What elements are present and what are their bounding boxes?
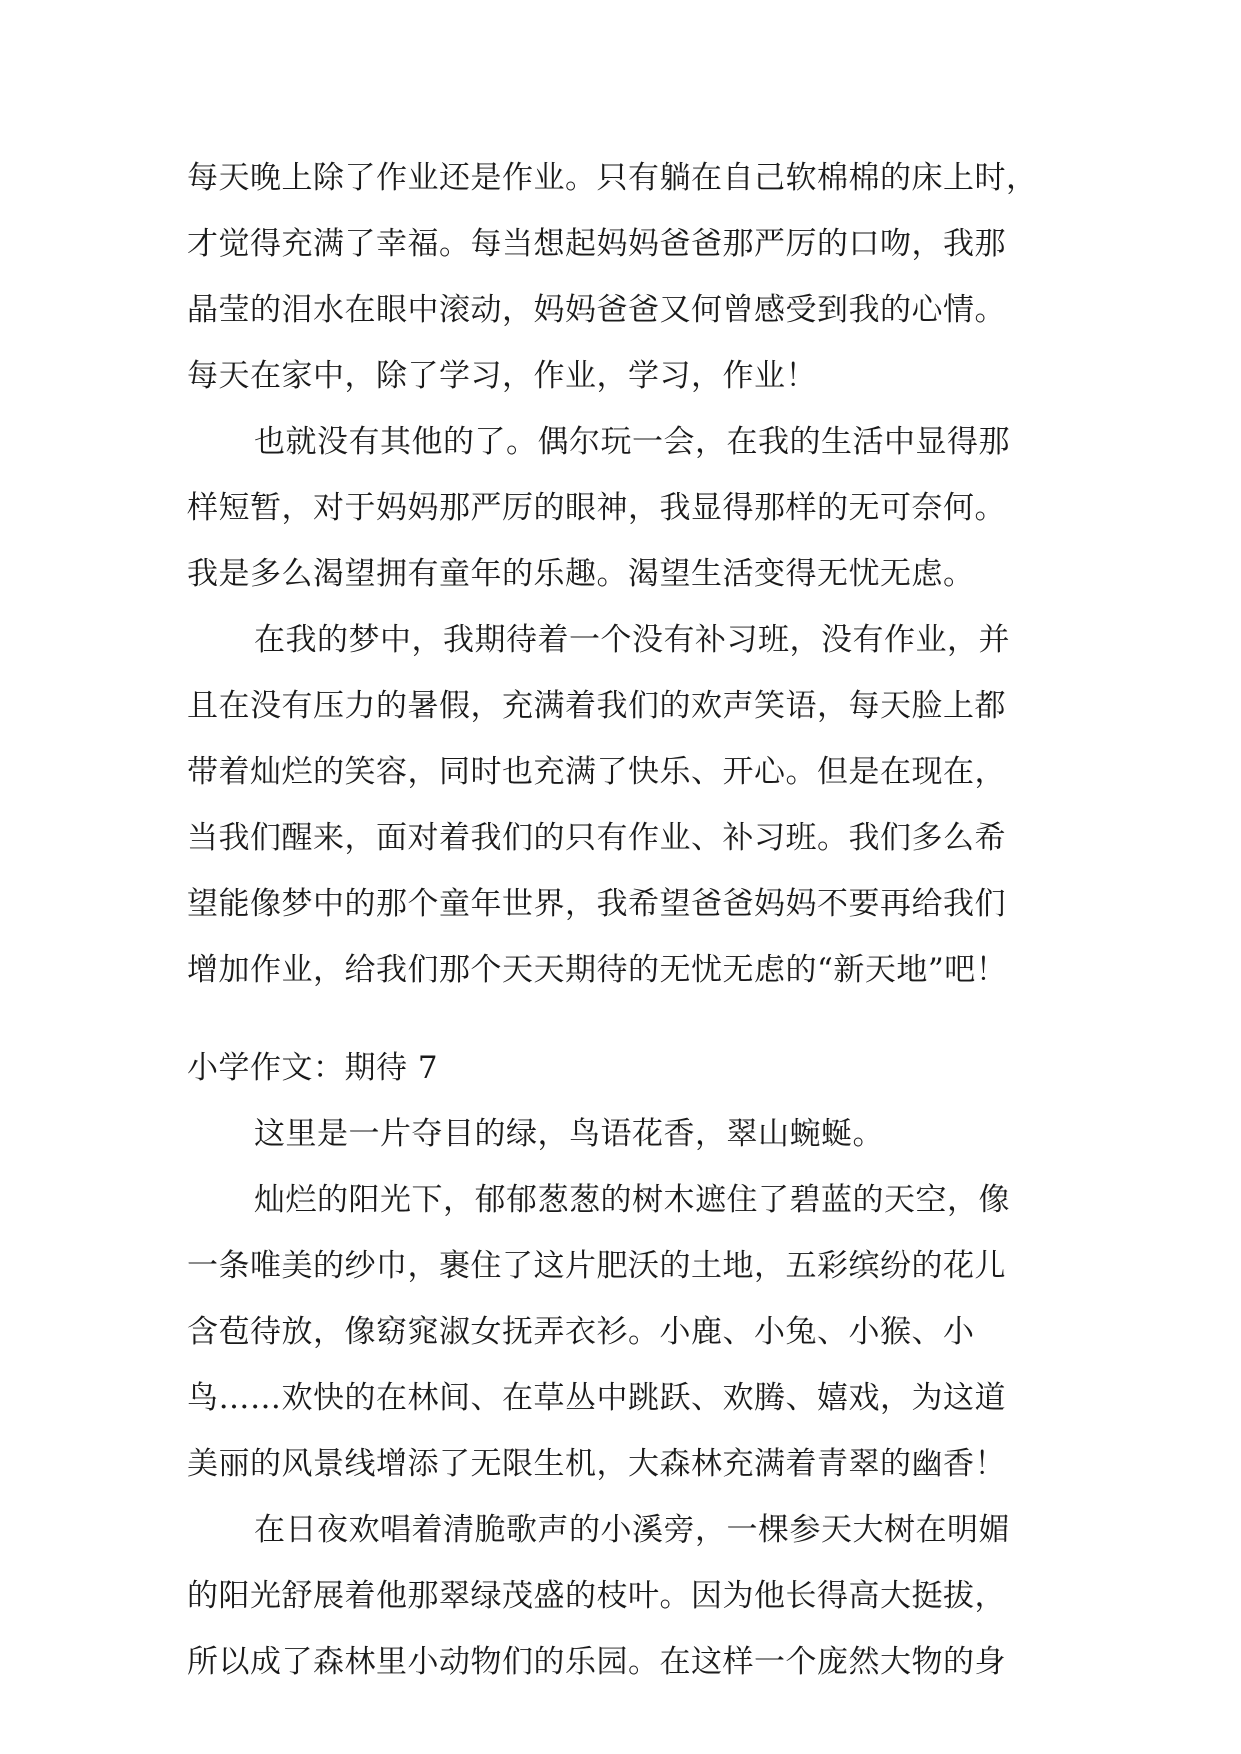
paragraph-line: 在我的梦中，我期待着一个没有补习班，没有作业，并 [254,622,1010,658]
paragraph-line: 当我们醒来，面对着我们的只有作业、补习班。我们多么希 [187,820,1006,856]
paragraph-line: 每天在家中，除了学习，作业，学习，作业！ [187,358,817,394]
paragraph-line: 也就没有其他的了。偶尔玩一会，在我的生活中显得那 [254,424,1010,460]
paragraph-line: 每天晚上除了作业还是作业。只有躺在自己软棉棉的床上时， [187,160,1038,196]
paragraph-line: 美丽的风景线增添了无限生机，大森林充满着青翠的幽香！ [187,1446,1006,1482]
paragraph-line: 才觉得充满了幸福。每当想起妈妈爸爸那严厉的口吻，我那 [187,226,1006,262]
paragraph-line: 望能像梦中的那个童年世界，我希望爸爸妈妈不要再给我们 [187,886,1006,922]
paragraph-line: 且在没有压力的暑假，充满着我们的欢声笑语，每天脸上都 [187,688,1006,724]
paragraph-line: 这里是一片夺目的绿，鸟语花香，翠山蜿蜒。 [254,1116,884,1152]
paragraph-line: 所以成了森林里小动物们的乐园。在这样一个庞然大物的身 [187,1644,1006,1680]
paragraph-line: 带着灿烂的笑容，同时也充满了快乐、开心。但是在现在， [187,754,1006,790]
paragraph-line: 一条唯美的纱巾，裹住了这片肥沃的土地，五彩缤纷的花儿 [187,1248,1006,1284]
paragraph-line: 含苞待放，像窈窕淑女抚弄衣衫。小鹿、小兔、小猴、小 [187,1314,975,1350]
paragraph-line: 晶莹的泪水在眼中滚动，妈妈爸爸又何曾感受到我的心情。 [187,292,1006,328]
paragraph-line: 的阳光舒展着他那翠绿茂盛的枝叶。因为他长得高大挺拔， [187,1578,1006,1614]
paragraph-line: 鸟……欢快的在林间、在草丛中跳跃、欢腾、嬉戏，为这道 [187,1380,1006,1416]
paragraph-line: 我是多么渴望拥有童年的乐趣。渴望生活变得无忧无虑。 [187,556,975,592]
paragraph-line: 灿烂的阳光下，郁郁葱葱的树木遮住了碧蓝的天空，像 [254,1182,1010,1218]
paragraph-line: 增加作业，给我们那个天天期待的无忧无虑的“新天地”吧！ [187,952,1008,988]
paragraph-line: 在日夜欢唱着清脆歌声的小溪旁，一棵参天大树在明媚 [254,1512,1010,1548]
section-title: 小学作文：期待 7 [187,1050,439,1086]
paragraph-line: 样短暂，对于妈妈那严厉的眼神，我显得那样的无可奈何。 [187,490,1006,526]
